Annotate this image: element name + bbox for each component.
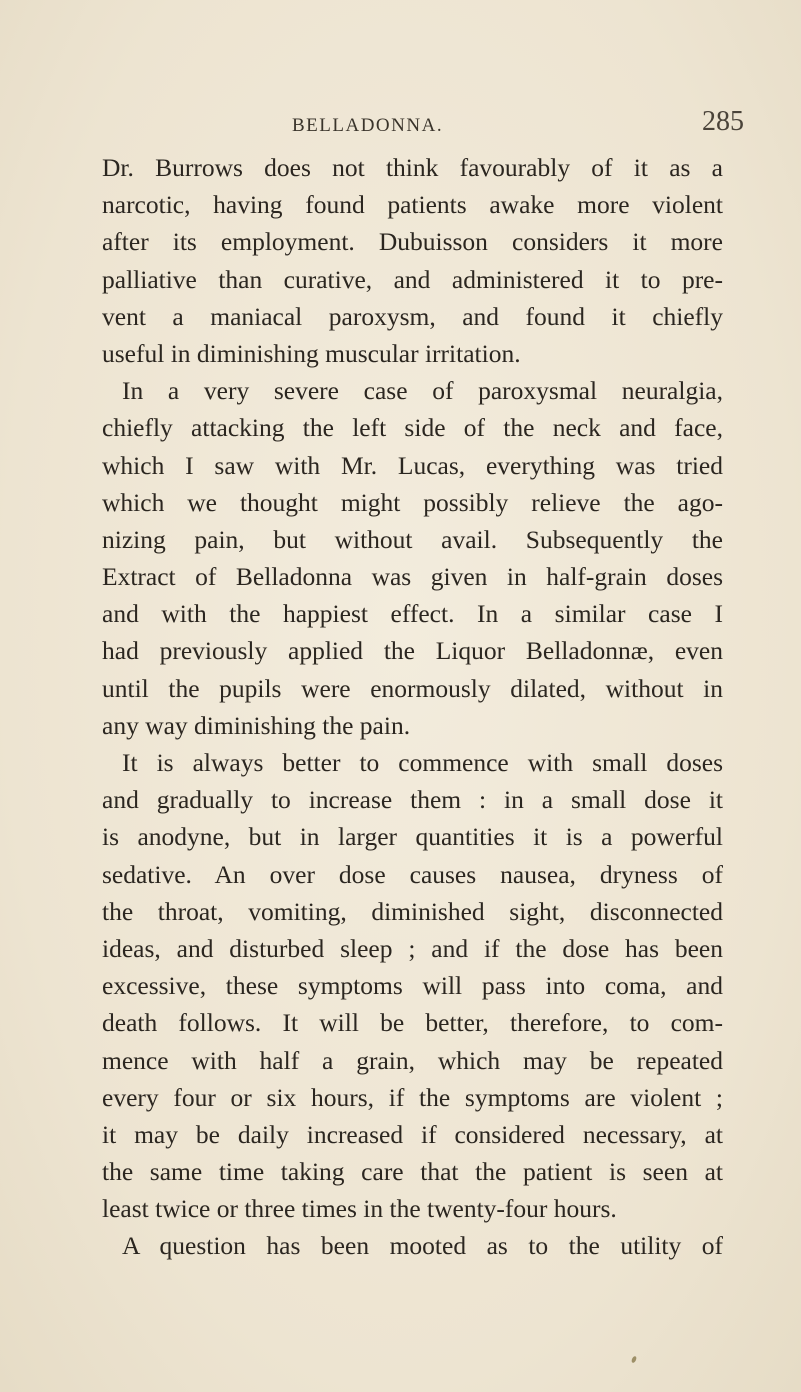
running-head xyxy=(0,105,801,145)
paragraph-start-line: In a very severe case of paroxysmal neuralgia, xyxy=(122,376,723,406)
running-title: BELLADONNA. xyxy=(292,115,444,136)
text-line: and gradually to increase them : in a small dose it xyxy=(102,785,723,815)
text-line: sedative. An over dose causes nausea, dryness of xyxy=(102,859,723,889)
body-text xyxy=(102,149,723,1265)
text-line: after its employment. Dubuisson considers it more xyxy=(102,227,723,257)
text-line: Dr. Burrows does not think favourably of it as a xyxy=(102,153,723,182)
text-line: every four or six hours, if the symptoms are violent ; xyxy=(102,1082,723,1112)
text-line: chiefly attacking the left side of the neck and face, xyxy=(102,413,723,443)
paragraph-start-line: A question has been mooted as to the utility of xyxy=(122,1231,723,1261)
text-line: any way diminishing the pain. xyxy=(102,710,411,740)
text-line: nizing pain, but without avail. Subsequently the xyxy=(102,524,723,554)
text-line: which we thought might possibly relieve the ago- xyxy=(102,487,723,517)
text-line: which I saw with Mr. Lucas, everything was tried xyxy=(102,450,723,480)
text-line: useful in diminishing muscular irritation. xyxy=(102,338,521,368)
text-line: excessive, these symptoms will pass into coma, and xyxy=(102,971,723,1001)
text-line: vent a maniacal paroxysm, and found it chiefly xyxy=(102,301,723,331)
text-line: is anodyne, but in larger quantities it is a powerful xyxy=(102,822,723,852)
text-line: narcotic, having found patients awake more violent xyxy=(102,190,723,220)
page-number: 285 xyxy=(702,106,744,137)
text-line: least twice or three times in the twenty-four hours. xyxy=(102,1194,617,1224)
text-line: the same time taking care that the patient is seen at xyxy=(102,1157,723,1187)
paragraph-start-line: It is always better to commence with small doses xyxy=(122,748,723,777)
text-line: palliative than curative, and administered it to pre- xyxy=(102,264,723,294)
text-line: the throat, vomiting, diminished sight, disconnected xyxy=(102,896,723,926)
text-line: had previously applied the Liquor Belladonnæ, even xyxy=(102,636,723,666)
text-line: ideas, and disturbed sleep ; and if the dose has been xyxy=(102,933,723,963)
text-line: Extract of Belladonna was given in half-grain doses xyxy=(102,562,723,592)
text-line: and with the happiest effect. In a similar case I xyxy=(102,599,723,629)
text-line: until the pupils were enormously dilated, without in xyxy=(102,673,723,703)
text-line: it may be daily increased if considered necessary, at xyxy=(102,1119,723,1149)
text-line: death follows. It will be better, therefore, to com- xyxy=(102,1008,723,1038)
text-line: mence with half a grain, which may be repeated xyxy=(102,1045,723,1075)
paper-speck xyxy=(631,1355,638,1363)
